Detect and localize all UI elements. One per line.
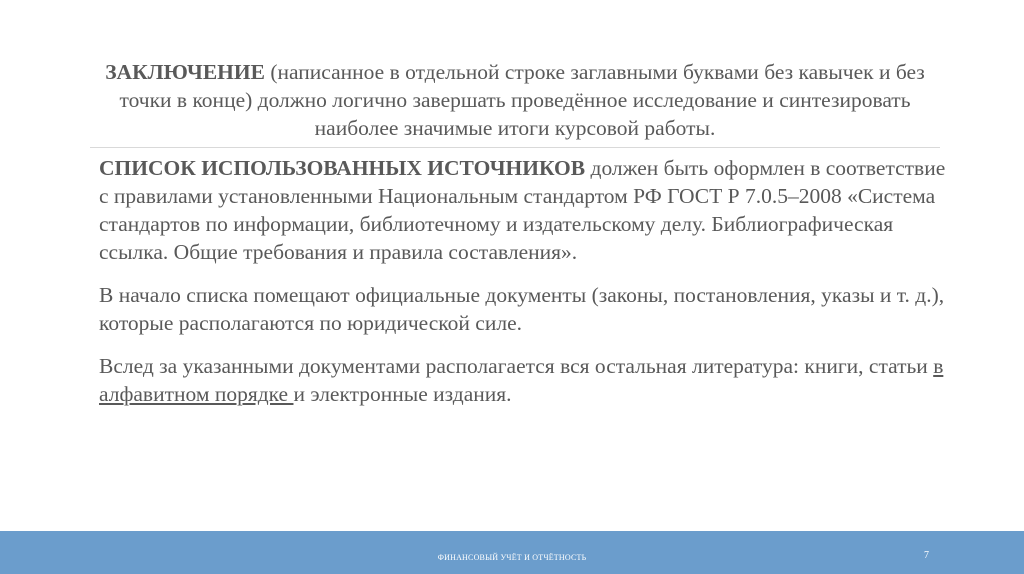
footer-bar — [0, 531, 1024, 574]
literature-paragraph — [99, 352, 949, 408]
official-docs-text: В начало списка помещают официальные документы (законы, постановления, указы и т. д.), которые располагаются по юридической силе. — [99, 283, 945, 335]
official-docs-paragraph — [99, 281, 949, 337]
page-number: 7 — [924, 550, 929, 561]
sources-paragraph — [99, 154, 949, 266]
literature-text-after: и электронные издания. — [293, 382, 512, 406]
conclusion-label: ЗАКЛЮЧЕНИЕ — [105, 60, 265, 84]
footer-title: ФИНАНСОВЫЙ УЧЁТ И ОТЧЁТНОСТЬ — [437, 553, 587, 562]
body-text — [99, 154, 949, 423]
sources-label: СПИСОК ИСПОЛЬЗОВАННЫХ ИСТОЧНИКОВ — [99, 156, 586, 180]
conclusion-text: (написанное в отдельной строке заглавными буквами без кавычек и без точки в конце) должно логично завершать проведённое исследование и синтезировать наиболее значимые итоги курсовой работы. — [119, 60, 925, 140]
conclusion-paragraph — [90, 58, 940, 142]
literature-text-before: Вслед за указанными документами располагается вся остальная литература: книги, статьи — [99, 354, 934, 378]
divider-line — [90, 147, 940, 148]
literature-underlined: в алфавитном порядке — [99, 354, 944, 406]
sources-text: должен быть оформлен в соответствие с правилами установленными Национальным стандартом РФ ГОСТ Р 7.0.5–2008 «Система стандартов по информации, библиотечному и издательскому делу. Библиографическая ссылка. Общие требования и правила составления». — [99, 156, 946, 264]
